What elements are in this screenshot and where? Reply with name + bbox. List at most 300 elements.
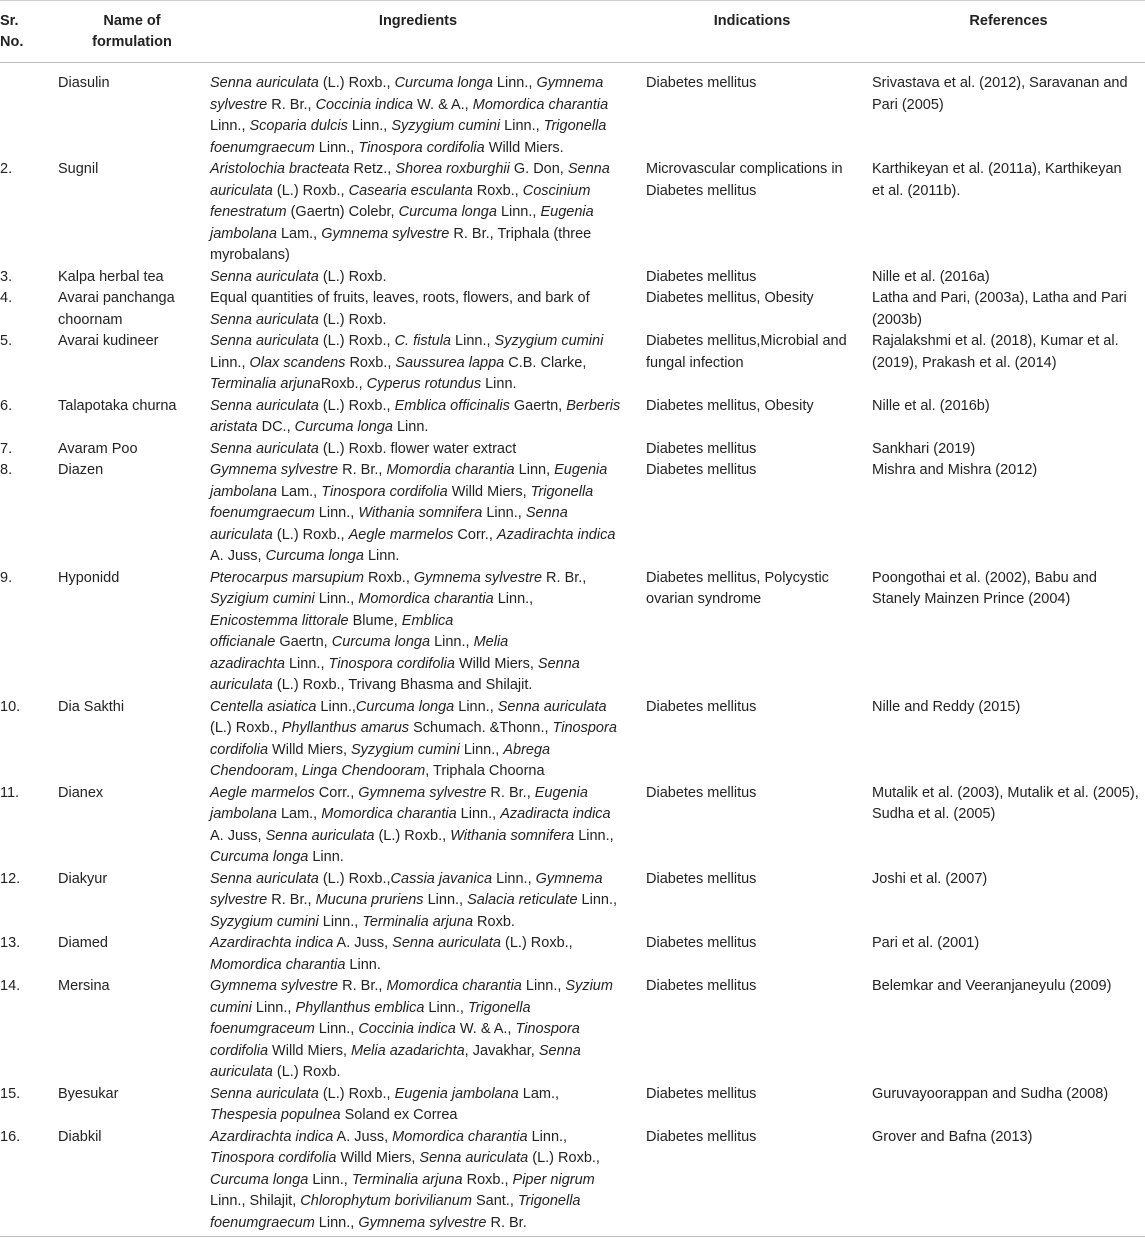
ingredient-text: Linn.	[481, 376, 517, 392]
ingredients-line	[210, 73, 640, 95]
species-name: Terminalia arjuna	[351, 1171, 463, 1188]
ingredient-text: Schumach. &Thonn.,	[409, 720, 553, 736]
cell-sr-no	[0, 460, 50, 482]
cell-sr-no	[0, 439, 50, 461]
species-name: Casearia esculanta	[348, 182, 473, 199]
cell-formulation-name	[58, 73, 208, 95]
species-name: Senna auriculata	[419, 1150, 529, 1166]
species-name: Chendooram	[210, 763, 294, 779]
cell-ingredients	[210, 869, 640, 934]
species-name: Azardirachta indica	[210, 935, 334, 951]
cell-references	[872, 331, 1145, 374]
species-name: Eugenia	[540, 204, 594, 220]
reference-line: (2019), Prakash et al. (2014)	[872, 354, 1057, 371]
ingredient-text: Corr.,	[453, 526, 497, 543]
species-name: Emblica officinalis	[394, 397, 510, 414]
indication-line: Diabetes mellitus	[646, 268, 757, 285]
ingredient-text: DC.,	[257, 419, 295, 435]
species-name: Trigonella	[517, 1193, 581, 1209]
cell-formulation-name	[58, 288, 208, 331]
species-name: Syzigium cumini	[210, 591, 315, 607]
reference-line: Belemkar and Veeranjaneyulu (2009)	[872, 978, 1112, 994]
cell-indications	[646, 933, 868, 955]
species-name: Phyllanthus emblica	[295, 999, 425, 1016]
ingredients-line	[210, 847, 640, 869]
ingredients-line	[210, 374, 640, 396]
species-name: Eugenia	[534, 784, 588, 801]
header-sr-no	[0, 11, 44, 53]
ingredient-text: (L.) Roxb.,	[528, 1150, 600, 1166]
ingredient-text: Roxb.	[473, 913, 515, 930]
ingredient-text: (L.) Roxb.,	[210, 720, 282, 736]
formulation-name-line: Dia Sakthi	[58, 698, 125, 715]
reference-line: et al. (2011b).	[872, 182, 961, 199]
cell-ingredients	[210, 267, 640, 289]
header-sr-no-line-1: Sr.	[0, 13, 19, 29]
species-name: Thespesia populnea	[210, 1107, 341, 1123]
ingredient-text: (L.) Roxb.,	[318, 75, 395, 91]
table-bottom-rule	[0, 1236, 1145, 1237]
cell-indications	[646, 568, 868, 611]
ingredient-text: Lam.,	[518, 1085, 560, 1102]
indication-line: Diabetes mellitus	[646, 462, 757, 478]
ingredient-text: (L.) Roxb.,	[318, 333, 395, 349]
cell-formulation-name	[58, 439, 208, 461]
ingredient-text: R. Br.	[486, 1214, 527, 1231]
species-name: Piper nigrum	[512, 1171, 595, 1188]
indication-line: Diabetes mellitus	[646, 182, 757, 199]
reference-line: Poongothai et al. (2002), Babu and	[872, 569, 1097, 586]
species-name: Curcuma longa	[394, 75, 493, 91]
ingredient-text: (L.) Roxb.,	[272, 182, 349, 199]
ingredient-text: Roxb.,	[462, 1171, 513, 1188]
ingredients-line	[210, 998, 640, 1020]
species-name: Tinospora	[515, 1021, 580, 1037]
species-name: Momordica charantia	[210, 956, 346, 973]
cell-formulation-name	[58, 697, 208, 719]
cell-references	[872, 697, 1145, 719]
species-name: auriculata	[210, 677, 273, 693]
cell-ingredients	[210, 783, 640, 869]
ingredient-text: Linn.,	[314, 505, 359, 521]
species-name: Tinospora	[552, 720, 617, 736]
sr-no-text: 16.	[0, 1128, 21, 1145]
species-name: Momordica charantia	[386, 978, 522, 994]
ingredients-line	[210, 912, 640, 934]
species-name: Cassia javanica	[390, 870, 493, 887]
species-name: aristata	[210, 419, 258, 435]
ingredient-text: Linn.,	[318, 913, 363, 930]
indication-line: Diabetes mellitus	[646, 698, 757, 715]
ingredient-text: Linn.,	[430, 634, 474, 650]
indication-line: Diabetes mellitus	[646, 75, 757, 91]
ingredient-text: R. Br.,	[267, 96, 316, 113]
ingredient-text: A. Juss,	[333, 1128, 393, 1145]
sr-no-text: 11.	[0, 784, 20, 801]
species-name: foenumgraecum	[210, 1214, 315, 1231]
species-name: Senna auriculata	[210, 268, 319, 285]
ingredients-line	[210, 1084, 640, 1106]
ingredients-line	[210, 1127, 640, 1149]
ingredient-text: (L.) Roxb.,	[318, 870, 391, 887]
reference-line: Sankhari (2019)	[872, 440, 976, 457]
ingredient-text: Equal quantities of fruits, leaves, roots, flowers, and bark of	[210, 290, 590, 306]
ingredients-line	[210, 1062, 640, 1084]
ingredients-line	[210, 439, 640, 461]
ingredients-line	[210, 116, 640, 138]
ingredients-line	[210, 288, 640, 310]
ingredient-text: Linn.,	[314, 139, 359, 156]
species-name: jambolana	[210, 225, 277, 242]
reference-line: Grover and Bafna (2013)	[872, 1128, 1033, 1145]
ingredients-line	[210, 890, 640, 912]
ingredients-line	[210, 138, 640, 160]
indication-line: Diabetes mellitus	[646, 935, 757, 951]
ingredient-text: Linn.	[308, 849, 344, 865]
species-name: Gymnema	[535, 870, 603, 887]
species-name: Withania somnifera	[358, 505, 483, 521]
cell-sr-no	[0, 933, 50, 955]
formulation-name-line: Diamed	[58, 935, 108, 951]
ingredient-text: Linn.,	[577, 892, 618, 908]
ingredient-text: Linn.,	[482, 505, 526, 521]
ingredient-text: Willd Miers,	[336, 1150, 420, 1166]
species-name: Azadirachta indica	[496, 526, 616, 543]
cell-references	[872, 460, 1145, 482]
species-name: Linga Chendooram	[301, 763, 426, 779]
cell-ingredients	[210, 933, 640, 976]
species-name: Gymnema sylvestre	[210, 462, 339, 478]
cell-ingredients	[210, 460, 640, 568]
reference-line: Stanely Mainzen Prince (2004)	[872, 591, 1071, 607]
species-name: Centella asiatica	[210, 698, 317, 715]
ingredients-line	[210, 546, 640, 568]
reference-line: Sudha et al. (2005)	[872, 806, 996, 822]
sr-no-text: 5.	[0, 333, 13, 349]
reference-line: Srivastava et al. (2012), Saravanan and	[872, 75, 1128, 91]
ingredient-text: Sant.,	[471, 1193, 518, 1209]
formulation-name-line: Diakyur	[58, 870, 108, 887]
formulation-name-line: Diabkil	[58, 1128, 102, 1145]
ingredient-text: R. Br.,	[486, 784, 535, 801]
ingredient-text: W. & A.,	[413, 96, 473, 113]
species-name: Eugenia	[554, 462, 608, 478]
cell-ingredients	[210, 288, 640, 331]
cell-indications	[646, 976, 868, 998]
ingredients-line	[210, 718, 640, 740]
ingredient-text: Lam.,	[276, 225, 322, 242]
ingredient-text: (L.) Roxb. flower water extract	[318, 440, 517, 457]
ingredient-text: W. & A.,	[455, 1021, 516, 1037]
ingredients-line	[210, 267, 640, 289]
species-name: Senna	[567, 161, 610, 177]
cell-indications	[646, 331, 868, 374]
species-name: Senna auriculata	[210, 311, 319, 328]
header-indications: Indications	[713, 13, 791, 29]
cell-ingredients	[210, 331, 640, 396]
indication-line: Diabetes mellitus	[646, 978, 757, 994]
ingredient-text: (L.) Roxb.,	[501, 935, 573, 951]
formulation-name-line: Diasulin	[58, 75, 110, 91]
indication-line: Diabetes mellitus, Obesity	[646, 397, 814, 414]
ingredients-line	[210, 1019, 640, 1041]
formulation-name-line: Avarai kudineer	[58, 333, 159, 349]
cell-ingredients	[210, 976, 640, 1084]
species-name: Tinospora cordifolia	[358, 139, 485, 156]
header-name-of-formulation	[58, 11, 206, 53]
ingredients-line	[210, 525, 640, 547]
cell-indications	[646, 267, 868, 289]
species-name: Gymnema sylvestre	[358, 784, 487, 801]
sr-no-text: 15.	[0, 1085, 21, 1102]
cell-references	[872, 869, 1145, 891]
sr-no-text: 2.	[0, 161, 13, 177]
species-name: Gymnema	[536, 75, 604, 91]
cell-sr-no	[0, 1127, 50, 1149]
ingredient-text: (L.) Roxb.,	[272, 526, 349, 543]
ingredient-text: Linn.,	[314, 1214, 359, 1231]
ingredient-text: G. Don,	[509, 161, 568, 177]
ingredient-text: R. Br.,	[338, 462, 387, 478]
species-name: Curcuma longa	[265, 548, 364, 564]
cell-references	[872, 933, 1145, 955]
cell-indications	[646, 1084, 868, 1106]
cell-ingredients	[210, 1084, 640, 1127]
header-rule	[0, 62, 1145, 63]
ingredient-text: Linn.,	[493, 591, 534, 607]
cell-sr-no	[0, 783, 50, 805]
sr-no-text: 7.	[0, 440, 13, 457]
cell-formulation-name	[58, 460, 208, 482]
sr-no-text: 10.	[0, 698, 21, 715]
species-name: Curcuma longa	[210, 849, 309, 865]
cell-references	[872, 568, 1145, 611]
species-name: Terminalia arjuna	[362, 913, 474, 930]
cell-formulation-name	[58, 976, 208, 998]
indication-line: Diabetes mellitus	[646, 440, 757, 457]
species-name: Aegle marmelos	[210, 784, 315, 801]
ingredient-text: Blume,	[348, 612, 402, 629]
cell-sr-no	[0, 159, 50, 181]
ingredient-text: Willd Miers,	[454, 655, 538, 672]
indication-line: Diabetes mellitus	[646, 1128, 757, 1145]
species-name: Aristolochia bracteata	[210, 161, 350, 177]
species-name: Tinospora cordifolia	[328, 655, 455, 672]
header-name-line-1: Name of	[103, 13, 161, 29]
ingredient-text: Willd Miers,	[447, 483, 531, 500]
ingredient-text: Gaertn,	[509, 397, 567, 414]
table-top-rule	[0, 0, 1145, 1]
cell-ingredients	[210, 439, 640, 461]
indication-line: Diabetes mellitus, Polycystic	[646, 569, 829, 586]
cell-references	[872, 1084, 1145, 1106]
indication-line: Diabetes mellitus	[646, 870, 757, 887]
cell-ingredients	[210, 697, 640, 783]
cell-indications	[646, 783, 868, 805]
ingredient-text: Linn.	[345, 956, 381, 973]
ingredient-text: R. Br., Triphala (three	[449, 225, 592, 242]
cell-ingredients	[210, 396, 640, 439]
species-name: Pterocarpus marsupium	[210, 569, 364, 586]
ingredient-text: Roxb.,	[345, 354, 396, 371]
ingredient-text: , Javakhar,	[464, 1042, 539, 1059]
ingredient-text: (L.) Roxb.	[318, 311, 387, 328]
cell-indications	[646, 869, 868, 891]
sr-no-text: 13.	[0, 935, 21, 951]
species-name: Momordica charantia	[358, 591, 494, 607]
cell-sr-no	[0, 267, 50, 289]
species-name: Senna auriculata	[210, 870, 319, 887]
species-name: officianale	[210, 634, 276, 650]
sr-no-text: 8.	[0, 462, 13, 478]
ingredient-text: Linn,	[514, 462, 555, 478]
cell-sr-no	[0, 331, 50, 353]
ingredient-text: (L.) Roxb.	[318, 268, 387, 285]
ingredient-text: Linn.,	[314, 1021, 359, 1037]
species-name: Gymnema sylvestre	[413, 569, 543, 586]
species-name: Gymnema sylvestre	[358, 1214, 487, 1231]
indication-line: Diabetes mellitus	[646, 784, 757, 801]
species-name: Curcuma longa	[398, 204, 497, 220]
species-name: Cyperus rotundus	[366, 376, 482, 392]
indication-line: ovarian syndrome	[646, 591, 762, 607]
ingredient-text: C.B. Clarke,	[504, 354, 587, 371]
formulation-name-line: Mersina	[58, 978, 110, 994]
ingredient-text: Linn.	[363, 548, 400, 564]
species-name: Syzygium cumini	[351, 741, 460, 758]
ingredients-line	[210, 783, 640, 805]
formulation-name-line: Sugnil	[58, 161, 99, 177]
ingredient-text: (L.) Roxb.	[272, 1064, 341, 1080]
ingredient-text: Linn.,	[492, 870, 536, 887]
species-name: Syzium	[565, 978, 613, 994]
cell-sr-no	[0, 288, 50, 310]
ingredients-line	[210, 761, 640, 783]
ingredients-line	[210, 202, 640, 224]
species-name: Saussurea lappa	[395, 354, 505, 371]
ingredients-line	[210, 611, 640, 633]
ingredient-text: Linn.,	[423, 892, 468, 908]
ingredients-line	[210, 159, 640, 181]
species-name: Mucuna pruriens	[315, 892, 424, 908]
species-name: Azadiracta indica	[500, 806, 611, 822]
species-name: jambolana	[210, 806, 277, 822]
cell-references	[872, 783, 1145, 826]
ingredient-text: Roxb.,	[363, 569, 414, 586]
ingredient-text: Linn.,	[456, 806, 501, 822]
species-name: Senna auriculata	[265, 827, 375, 844]
species-name: Senna auriculata	[210, 397, 319, 414]
cell-indications	[646, 396, 868, 418]
species-name: Senna	[537, 655, 580, 672]
reference-line: Pari (2005)	[872, 96, 944, 113]
reference-line: Mishra and Mishra (2012)	[872, 462, 1038, 478]
ingredient-text: A. Juss,	[210, 827, 266, 844]
species-name: Syzygium cumini	[210, 913, 319, 930]
ingredient-text: Linn.,	[210, 118, 250, 134]
species-name: Momordia charantia	[386, 462, 515, 478]
species-name: Azardirachta indica	[210, 1128, 334, 1145]
ingredients-line	[210, 460, 640, 482]
species-name: azadirachta	[210, 655, 285, 672]
species-name: Senna	[525, 505, 568, 521]
reference-line: Pari et al. (2001)	[872, 935, 980, 951]
species-name: Senna auriculata	[210, 440, 319, 457]
species-name: Senna auriculata	[210, 1085, 319, 1102]
species-name: Curcuma longa	[294, 419, 393, 435]
ingredient-text: Linn.,	[347, 118, 392, 134]
ingredients-line	[210, 804, 640, 826]
cell-formulation-name	[58, 331, 208, 353]
cell-formulation-name	[58, 1084, 208, 1106]
indication-line: Diabetes mellitus, Obesity	[646, 290, 814, 306]
species-name: Terminalia arjuna	[210, 376, 321, 392]
species-name: auriculata	[210, 182, 273, 199]
ingredient-text: Linn.,	[424, 999, 468, 1016]
ingredients-line	[210, 1148, 640, 1170]
species-name: sylvestre	[210, 892, 268, 908]
formulation-name-line: Talapotaka churna	[58, 397, 177, 414]
formulation-name-line: Hyponidd	[58, 569, 120, 586]
species-name: foenumgraceum	[210, 1021, 315, 1037]
species-name: Scoparia dulcis	[249, 118, 348, 134]
cell-sr-no	[0, 697, 50, 719]
cell-indications	[646, 439, 868, 461]
cell-references	[872, 976, 1145, 998]
species-name: Tinospora cordifolia	[210, 1150, 337, 1166]
ingredient-text: , Triphala Choorna	[425, 763, 545, 779]
species-name: Momordica charantia	[392, 1128, 528, 1145]
ingredients-line	[210, 568, 640, 590]
species-name: Senna auriculata	[210, 333, 319, 349]
ingredient-text: (Gaertn) Colebr,	[286, 204, 399, 220]
formulation-name-line: Byesukar	[58, 1085, 119, 1102]
formulation-name-line: Avarai panchanga	[58, 290, 175, 306]
species-name: Eugenia jambolana	[394, 1085, 519, 1102]
sr-no-text: 6.	[0, 397, 13, 414]
ingredient-text: Linn.,	[459, 741, 504, 758]
ingredients-line	[210, 654, 640, 676]
ingredient-text: Linn.,	[454, 698, 498, 715]
species-name: Syzygium cumini	[391, 118, 501, 134]
species-name: Curcuma longa	[355, 698, 455, 715]
ingredient-text: Corr.,	[314, 784, 359, 801]
species-name: Berberis	[566, 397, 621, 414]
reference-line: Latha and Pari, (2003a), Latha and Pari	[872, 290, 1127, 306]
ingredients-line	[210, 331, 640, 353]
cell-indications	[646, 288, 868, 310]
ingredient-text: Linn.,	[574, 827, 614, 844]
ingredient-text: Linn.,	[314, 591, 359, 607]
species-name: Momordica charantia	[321, 806, 457, 822]
species-name: cordifolia	[210, 1042, 269, 1059]
species-name: Senna auriculata	[497, 698, 607, 715]
reference-line: Nille et al. (2016b)	[872, 397, 990, 414]
ingredient-text: myrobalans)	[210, 247, 290, 263]
cell-references	[872, 439, 1145, 461]
reference-line: Joshi et al. (2007)	[872, 870, 988, 887]
ingredient-text: Linn.	[392, 419, 429, 435]
ingredients-line	[210, 697, 640, 719]
species-name: fenestratum	[210, 204, 287, 220]
species-name: sylvestre	[210, 96, 268, 113]
cell-sr-no	[0, 1084, 50, 1106]
ingredients-line	[210, 1170, 640, 1192]
ingredient-text: A. Juss,	[333, 935, 393, 951]
ingredients-line	[210, 503, 640, 525]
ingredients-line	[210, 95, 640, 117]
ingredients-line	[210, 1213, 640, 1235]
